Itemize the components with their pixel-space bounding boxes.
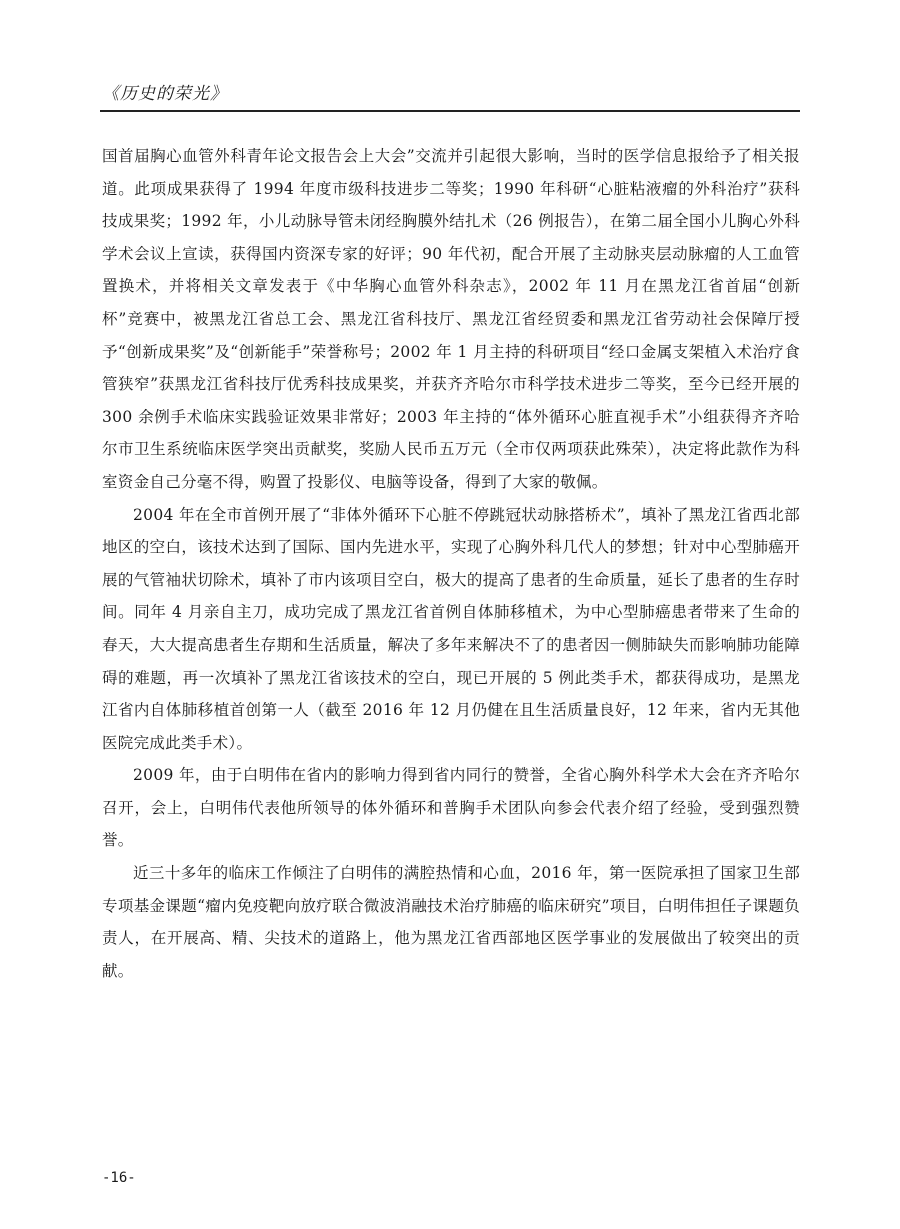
paragraph-2004: 2004 年在全市首例开展了“非体外循环下心脏不停跳冠状动脉搭桥术”，填补了黑龙江省西北部地区的空白，该技术达到了国际、国内先进水平，实现了心胸外科几代人的梦想；针对中心型肺癌开展的气管袖状切除术，填补了市内该项目空白，极大的提高了患者的生命质量，延长了患者的生存时间。同年 4 月亲自主刀，成功完成了黑龙江省首例自体肺移植术，为中心型肺癌患者带来了生命的春天，大大提高患者生存期和生活质量，解决了多年来解决不了的患者因一侧肺缺失而影响肺功能障碍的难题，再一次填补了黑龙江省该技术的空白，现已开展的 5 例此类手术，都获得成功，是黑龙江省内自体肺移植首创第一人（截至 2016 年 12 月仍健在且生活质量良好，12 年来，省内无其他医院完成此类手术）。	[102, 505, 800, 752]
running-header	[100, 78, 800, 112]
paragraph-summary: 近三十多年的临床工作倾注了白明伟的满腔热情和心血，2016 年，第一医院承担了国家卫生部专项基金课题“瘤内免疫靶向放疗联合微波消融技术治疗肺癌的临床研究”项目，白明伟担任子课题负责人，在开展高、精、尖技术的道路上，他为黑龙江省西部地区医学事业的发展做出了较突出的贡献。	[102, 864, 800, 980]
paragraph-2009: 2009 年，由于白明伟在省内的影响力得到省内同行的赞誉，全省心胸外科学术大会在齐齐哈尔召开，会上，白明伟代表他所领导的体外循环和普胸手术团队向参会代表介绍了经验，受到强烈赞誉。	[102, 766, 800, 850]
page-number: -16-	[102, 1170, 136, 1186]
book-title: 《历史的荣光》	[102, 84, 228, 104]
paragraph-continued: 国首届胸心血管外科青年论文报告会上大会”交流并引起很大影响，当时的医学信息报给予了相关报道。此项成果获得了 1994 年度市级科技进步二等奖；1990 年科研“心脏粘液瘤的外科治疗”获科技成果奖；1992 年，小儿动脉导管未闭经胸膜外结扎术（26 例报告），在第二届全国小儿胸心外科学术会议上宣读，获得国内资深专家的好评；90 年代初，配合开展了主动脉夹层动脉瘤的人工血管置换术，并将相关文章发表于《中华胸心血管外科杂志》，2002 年 11 月在黑龙江省首届“创新杯”竞赛中，被黑龙江省总工会、黑龙江省科技厅、黑龙江省经贸委和黑龙江省劳动社会保障厅授予“创新成果奖”及“创新能手”荣誉称号；2002 年 1 月主持的科研项目“经口金属支架植入术治疗食管狭窄”获黑龙江省科技厅优秀科技成果奖，并获齐齐哈尔市科学技术进步二等奖，至今已经开展的 300 余例手术临床实践验证效果非常好；2003 年主持的“体外循环心脏直视手术”小组获得齐齐哈尔市卫生系统临床医学突出贡献奖，奖励人民币五万元（全市仅两项获此殊荣），决定将此款作为科室资金自己分毫不得，购置了投影仪、电脑等设备，得到了大家的敬佩。	[102, 147, 800, 491]
article-body	[102, 140, 800, 987]
